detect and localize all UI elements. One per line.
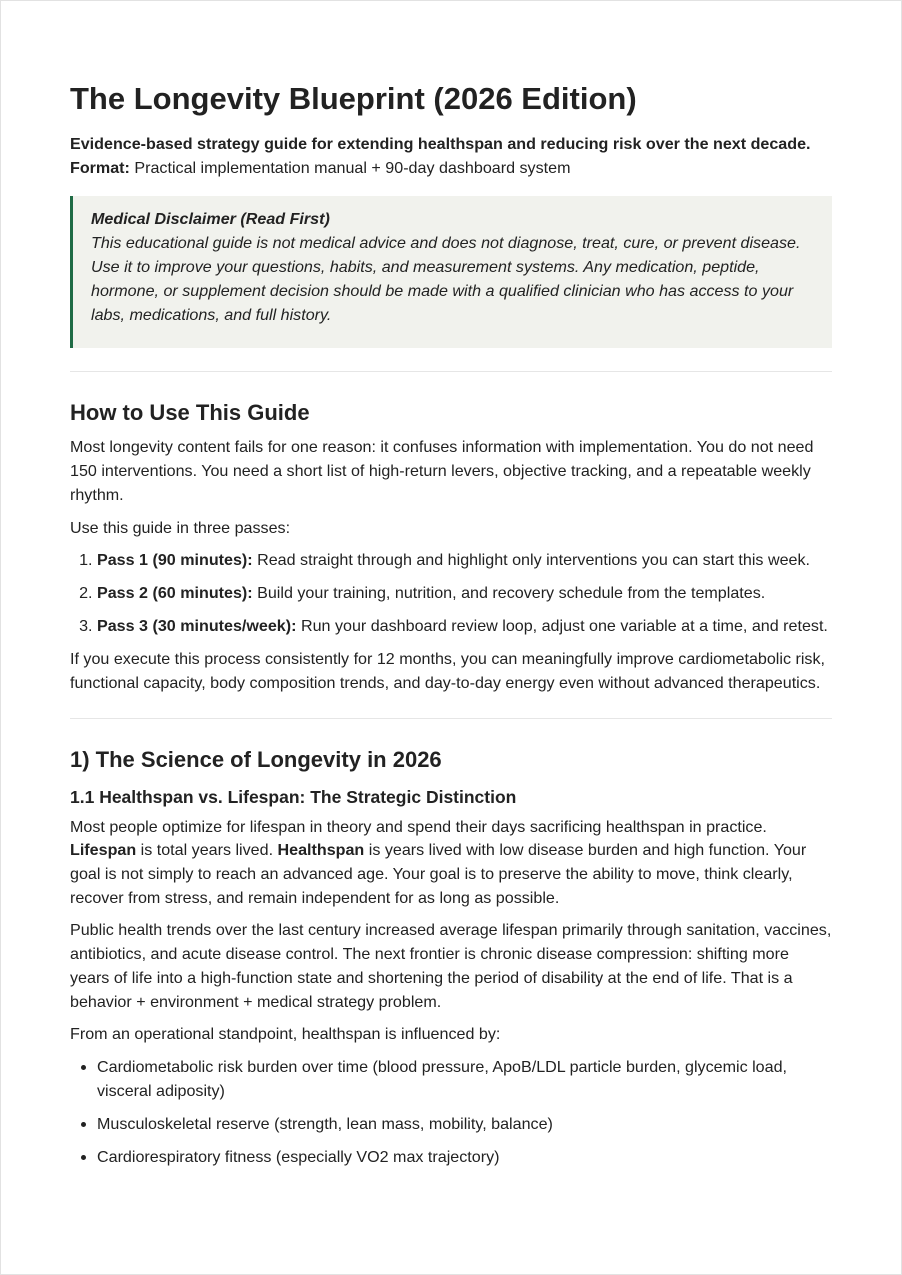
healthspan-factors-list [70, 1056, 832, 1169]
disclaimer-callout [70, 196, 832, 348]
pass-text: Run your dashboard review loop, adjust one variable at a time, and retest. [296, 617, 828, 636]
subtitle: Evidence-based strategy guide for extending healthspan and reducing risk over the next decade. [70, 135, 811, 154]
disclaimer-title: Medical Disclaimer (Read First) [91, 209, 330, 228]
subtitle-paragraph [70, 133, 832, 180]
how-to-paragraph-1: Most longevity content fails for one reason: it confuses information with implementation. You do not need 150 interventions. You need a short list of high-return levers, objective tracking, and a repeatable weekly rhythm. [70, 438, 814, 504]
science-paragraph-1 [70, 816, 832, 911]
format-text: Practical implementation manual + 90-day dashboard system [129, 159, 571, 177]
how-to-heading: How to Use This Guide [70, 399, 310, 425]
lifespan-term: Lifespan [70, 841, 137, 860]
science-heading: 1) The Science of Longevity in 2026 [70, 747, 442, 773]
pass-text: Build your training, nutrition, and recovery schedule from the templates. [252, 584, 766, 603]
how-to-paragraph-2: Use this guide in three passes: [70, 518, 291, 537]
pass-label: Pass 2 (60 minutes): [97, 584, 253, 603]
text-run: is years lived with low disease burden and high function. Your goal is not simply to reach an advanced age. Your goal is to preserve the ability to move, think clearly, recover from stress, and remain independent for as long as possible. [70, 841, 807, 907]
document-content [70, 79, 832, 1178]
pass-label: Pass 3 (30 minutes/week): [97, 617, 297, 636]
page-title: The Longevity Blueprint (2026 Edition) [70, 81, 637, 116]
passes-list [70, 549, 832, 639]
list-item: • Cardiorespiratory fitness (especially VO2 max trajectory) [97, 1146, 832, 1170]
list-item: • Cardiometabolic risk burden over time (blood pressure, ApoB/LDL particle burden, glycemic load, visceral adiposity) [97, 1056, 832, 1103]
text-run: Most people optimize for lifespan in theory and spend their days sacrificing healthspan in practice. [70, 817, 767, 836]
list-item [97, 615, 832, 639]
section-divider [70, 371, 832, 372]
science-paragraph-3: From an operational standpoint, healthspan is influenced by: [70, 1025, 501, 1044]
pass-text: Read straight through and highlight only interventions you can start this week. [252, 551, 810, 570]
disclaimer-body: This educational guide is not medical advice and does not diagnose, treat, cure, or prevent disease. Use it to improve your questions, habits, and measurement systems. Any medication, peptide, hormone, or supplement decision should be made with a qualified clinician who has access to your labs, medications, and full history. [91, 233, 801, 324]
how-to-paragraph-3: If you execute this process consistently for 12 months, you can meaningfully improve cardiometabolic risk, functional capacity, body composition trends, and day-to-day energy even without advanced therapeutics. [70, 649, 825, 692]
section-divider [70, 718, 832, 719]
format-label: Format: [70, 159, 130, 177]
list-item [97, 549, 832, 573]
healthspan-term: Healthspan [277, 841, 365, 860]
text-run: is total years lived. [136, 841, 278, 860]
science-paragraph-2: Public health trends over the last century increased average lifespan primarily through sanitation, vaccines, antibiotics, and acute disease control. The next frontier is chronic disease compression: shifting more years of life into a high-function state and shortening the period of disability at the end of life. That is a behavior + environment + medical strategy problem. [70, 921, 832, 1011]
pass-label: Pass 1 (90 minutes): [97, 551, 253, 570]
list-item: • Musculoskeletal reserve (strength, lean mass, mobility, balance) [97, 1113, 832, 1137]
science-subheading: 1.1 Healthspan vs. Lifespan: The Strategic Distinction [70, 787, 517, 807]
list-item [97, 582, 832, 606]
